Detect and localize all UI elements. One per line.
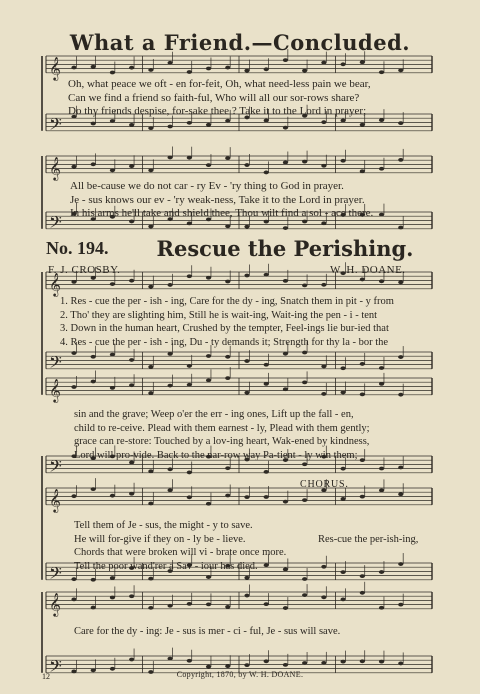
note-head	[321, 120, 326, 124]
note-head	[225, 280, 230, 284]
bass-clef-icon: 𝄢	[49, 562, 62, 587]
note-head	[302, 69, 307, 73]
note-head	[283, 58, 288, 62]
note-head	[341, 119, 346, 123]
note-head	[360, 362, 365, 366]
note-head	[341, 62, 346, 66]
note-head	[168, 352, 173, 356]
note-head	[360, 659, 365, 663]
note-head	[168, 156, 173, 160]
treble-clef-icon: 𝄞	[49, 155, 61, 180]
note-head	[225, 224, 230, 228]
note-head	[341, 467, 346, 471]
note-head	[244, 495, 249, 499]
note-head	[206, 67, 211, 71]
lyric-line: child to re-ceive. Plead with them earnest - ly, Plead with them gently;	[74, 422, 370, 434]
treble-clef-icon: 𝄞	[49, 487, 61, 512]
lyrics-block-6	[74, 625, 340, 639]
note-head	[302, 498, 307, 502]
note-head	[91, 355, 96, 359]
note-head	[302, 577, 307, 581]
lyric-line: 3. Down in the human heart, Crushed by the tempter, Feel-ings lie bur-ied that	[60, 323, 389, 334]
lyric-line: 4. Res - cue the per - ish - ing, Du - ty demands it; Strength for thy la - bor the	[60, 336, 389, 348]
lyrics-block-4	[74, 408, 370, 462]
note-head	[379, 570, 384, 574]
hymn-author: F. J. CROSBY.	[48, 264, 121, 276]
note-head	[321, 164, 326, 168]
lyric-line: Oh, what peace we oft - en for-feit, Oh, what need-less pain we bear,	[68, 78, 371, 90]
note-head	[206, 602, 211, 606]
lyrics-block-1	[68, 78, 371, 119]
note-head	[225, 376, 230, 380]
note-head	[168, 657, 173, 661]
note-head	[129, 66, 134, 70]
treble-clef-icon: 𝄞	[49, 55, 61, 80]
refrain-line: Res-cue the per-ish-ing,	[318, 534, 419, 545]
note-head	[360, 591, 365, 595]
note-head	[187, 659, 192, 663]
lyrics-block-2	[70, 180, 373, 221]
note-head	[206, 665, 211, 669]
note-head	[379, 467, 384, 471]
note-head	[129, 492, 134, 496]
lyric-line: Tell the poor wand'rer a Sav - iour has died.	[74, 560, 258, 572]
note-head	[398, 662, 403, 666]
note-head	[379, 366, 384, 370]
note-head	[225, 119, 230, 123]
note-head	[379, 489, 384, 493]
note-head	[264, 659, 269, 663]
note-head	[110, 119, 115, 123]
note-head	[71, 597, 76, 601]
note-head	[360, 574, 365, 578]
note-head	[129, 123, 134, 127]
note-head	[379, 213, 384, 217]
note-head	[379, 660, 384, 664]
note-head	[264, 470, 269, 474]
note-head	[187, 364, 192, 368]
lyric-line: grace can re-store: Touched by a lov-ing heart, Wak-ened by kindness,	[74, 436, 370, 447]
note-head	[187, 495, 192, 499]
note-head	[341, 391, 346, 395]
lyric-line: 2. Tho' they are slighting him, Still he is wait-ing, Wait-ing the pen - i - tent	[60, 309, 378, 321]
note-head	[148, 391, 153, 395]
note-head	[341, 570, 346, 574]
note-head	[398, 355, 403, 359]
note-head	[148, 168, 153, 172]
note-head	[148, 469, 153, 473]
note-head	[379, 70, 384, 74]
note-head	[225, 664, 230, 668]
note-head	[187, 156, 192, 160]
note-head	[360, 495, 365, 499]
note-head	[129, 383, 134, 387]
note-head	[398, 226, 403, 230]
note-head	[110, 71, 115, 75]
note-head	[91, 122, 96, 126]
note-head	[360, 169, 365, 173]
note-head	[379, 118, 384, 122]
note-head	[148, 502, 153, 506]
treble-clef-icon: 𝄞	[49, 271, 61, 296]
lyric-line: All be-cause we do not car - ry Ev - 'ry thing to God in prayer.	[70, 180, 344, 192]
note-head	[398, 562, 403, 566]
note-head	[91, 380, 96, 384]
note-head	[206, 276, 211, 280]
note-head	[71, 165, 76, 169]
page-title-concluded: What a Friend.—Concluded.	[69, 30, 411, 55]
note-head	[148, 225, 153, 229]
note-head	[244, 225, 249, 229]
note-head	[187, 602, 192, 606]
note-head	[321, 221, 326, 225]
note-head	[129, 164, 134, 168]
lyric-line: Lord will pro-vide. Back to the nar-row way Pa-tient - ly win them;	[74, 449, 358, 461]
bass-clef-icon: 𝄢	[49, 455, 62, 480]
note-head	[264, 602, 269, 606]
note-head	[283, 352, 288, 356]
note-head	[91, 487, 96, 491]
note-head	[244, 69, 249, 73]
note-head	[91, 276, 96, 280]
note-head	[264, 171, 269, 175]
chorus-label: CHORUS.	[300, 479, 349, 490]
note-head	[71, 66, 76, 70]
note-head	[129, 658, 134, 662]
note-head	[206, 378, 211, 382]
page-number: 12	[42, 672, 50, 681]
hymn-composer: W. H. DOANE.	[330, 264, 406, 276]
note-head	[225, 156, 230, 160]
note-head	[148, 606, 153, 610]
note-head	[264, 119, 269, 123]
bass-clef-icon: 𝄢	[49, 211, 62, 236]
note-head	[206, 354, 211, 358]
lyric-line: Care for the dy - ing: Je - sus is mer - ci - ful, Je - sus will save.	[74, 626, 341, 637]
note-head	[360, 393, 365, 397]
note-head	[360, 60, 365, 64]
note-head	[244, 663, 249, 667]
note-head	[379, 606, 384, 610]
note-head	[206, 163, 211, 167]
bass-clef-icon: 𝄢	[49, 351, 62, 376]
note-head	[168, 488, 173, 492]
note-head	[187, 121, 192, 125]
note-head	[91, 65, 96, 69]
note-head	[341, 497, 346, 501]
note-head	[225, 494, 230, 498]
note-head	[264, 67, 269, 71]
note-head	[110, 596, 115, 600]
note-head	[187, 274, 192, 278]
note-head	[148, 285, 153, 289]
note-head	[168, 61, 173, 65]
lyric-line: He will for-give if they on - ly be - lieve.	[74, 533, 246, 545]
note-head	[341, 159, 346, 163]
note-head	[71, 385, 76, 389]
note-head	[71, 494, 76, 498]
note-head	[302, 351, 307, 355]
note-head	[129, 594, 134, 598]
note-head	[206, 123, 211, 127]
note-head	[283, 606, 288, 610]
note-head	[71, 351, 76, 355]
note-head	[321, 595, 326, 599]
note-head	[398, 280, 403, 284]
lyric-line: 1. Res - cue the per - ish - ing, Care for the dy - ing, Snatch them in pit - y from	[60, 296, 394, 307]
note-head	[341, 660, 346, 664]
note-head	[244, 391, 249, 395]
note-head	[321, 392, 326, 396]
note-head	[283, 226, 288, 230]
note-head	[91, 606, 96, 610]
lyric-line: Tell them of Je - sus, the might - y to save.	[74, 520, 253, 531]
note-head	[264, 363, 269, 367]
note-head	[225, 605, 230, 609]
copyright-notice: Copyright, 1870, by W. H. DOANE.	[176, 670, 304, 679]
note-head	[91, 578, 96, 582]
note-head	[302, 283, 307, 287]
note-head	[110, 282, 115, 286]
note-head	[379, 382, 384, 386]
lyrics-block-3	[60, 295, 394, 349]
note-head	[283, 279, 288, 283]
note-head	[91, 162, 96, 166]
note-head	[71, 577, 76, 581]
note-head	[110, 494, 115, 498]
hymn-title: Rescue the Perishing.	[156, 236, 414, 261]
note-head	[341, 597, 346, 601]
note-head	[264, 273, 269, 277]
note-head	[321, 661, 326, 665]
note-head	[321, 565, 326, 569]
note-head	[71, 280, 76, 284]
note-head	[168, 283, 173, 287]
note-head	[341, 366, 346, 370]
note-head	[168, 384, 173, 388]
note-head	[129, 358, 134, 362]
note-head	[168, 125, 173, 129]
note-head	[206, 575, 211, 579]
lyric-line: Je - sus knows our ev - 'ry weak-ness, Take it to the Lord in prayer.	[70, 193, 365, 206]
note-head	[187, 70, 192, 74]
note-head	[225, 66, 230, 70]
note-head	[302, 661, 307, 665]
note-head	[225, 466, 230, 470]
note-head	[244, 359, 249, 363]
note-head	[283, 126, 288, 130]
note-head	[321, 364, 326, 368]
note-head	[398, 158, 403, 162]
lyric-line: Chords that were broken will vi - brate once more.	[74, 547, 287, 558]
note-head	[129, 279, 134, 283]
note-head	[187, 383, 192, 387]
lyric-line: sin and the grave; Weep o'er the err - ing ones, Lift up the fall - en,	[74, 409, 354, 420]
treble-clef-icon: 𝄞	[49, 377, 61, 402]
note-head	[148, 365, 153, 369]
note-head	[148, 68, 153, 72]
note-head	[264, 495, 269, 499]
note-head	[110, 168, 115, 172]
note-head	[283, 161, 288, 165]
note-head	[321, 283, 326, 287]
note-head	[244, 594, 249, 598]
note-head	[148, 126, 153, 130]
note-head	[302, 160, 307, 164]
note-head	[244, 576, 249, 580]
note-head	[225, 355, 230, 359]
note-head	[110, 353, 115, 357]
lyrics-block-5	[74, 519, 286, 573]
note-head	[302, 380, 307, 384]
note-head	[398, 466, 403, 470]
note-head	[302, 593, 307, 597]
note-head	[244, 163, 249, 167]
lyric-line: Can we find a friend so faith-ful, Who will all our sor-rows share?	[68, 91, 360, 104]
note-head	[302, 462, 307, 466]
lyric-line: In his arms he'll take and shield thee, Thou wilt find a sol - ace there.	[70, 207, 374, 219]
note-head	[379, 167, 384, 171]
treble-clef-icon: 𝄞	[49, 591, 61, 616]
note-head	[110, 576, 115, 580]
bass-clef-icon: 𝄢	[49, 655, 62, 680]
note-head	[321, 61, 326, 65]
note-head	[398, 121, 403, 125]
note-head	[168, 604, 173, 608]
note-head	[206, 502, 211, 506]
note-head	[148, 577, 153, 581]
note-head	[244, 274, 249, 278]
bass-clef-icon: 𝄢	[49, 113, 62, 138]
note-head	[398, 68, 403, 72]
note-head	[379, 279, 384, 283]
note-head	[264, 382, 269, 386]
note-head	[168, 467, 173, 471]
note-head	[283, 500, 288, 504]
note-head	[398, 393, 403, 397]
note-head	[187, 471, 192, 475]
note-head	[398, 492, 403, 496]
note-head	[360, 123, 365, 127]
note-head	[283, 387, 288, 391]
hymn-number: No. 194.	[46, 238, 109, 258]
lyric-line: Do thy friends despise, for-sake thee ? Take it to the Lord in prayer;	[68, 105, 367, 117]
note-head	[360, 278, 365, 282]
note-head	[110, 386, 115, 390]
note-head	[283, 663, 288, 667]
note-head	[187, 221, 192, 225]
note-head	[398, 603, 403, 607]
